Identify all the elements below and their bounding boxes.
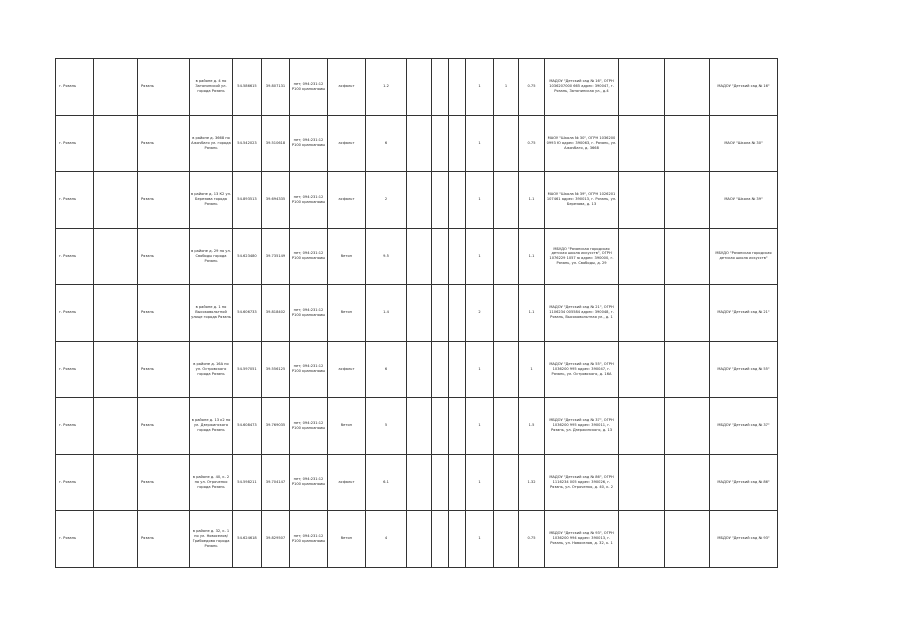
table-cell-cadastral: нет; 094:231:12 Р100 кранканоиы bbox=[290, 511, 328, 568]
table-cell-c12: 1 bbox=[466, 341, 494, 398]
table-cell-surface: асфальт bbox=[328, 341, 366, 398]
table-cell-owner: МБУДО "Рязанская городская детская школа искусств", ОГРН 1076229 1057 ю адрес: 390000, г. Рязань, ул. Свободы, д. 29 bbox=[545, 228, 619, 285]
table-cell-surface: асфальт bbox=[328, 115, 366, 172]
table-cell-source: МБДОУ "Детский сад № 37" bbox=[710, 398, 778, 455]
table-cell-district: Рязань bbox=[138, 59, 190, 116]
table-cell-c17 bbox=[665, 454, 710, 511]
table-cell-owner: МАДОУ "Детский сад № 16", ОГРН 1036207000 665 адрес: 390047, г. Рязань, Затонинская ул., д.4 bbox=[545, 59, 619, 116]
table-cell-settlement: г. Рязань bbox=[56, 59, 94, 116]
table-cell-lat: 54.597051 bbox=[233, 341, 262, 398]
table-cell-settlement: г. Рязань bbox=[56, 341, 94, 398]
table-cell-c9 bbox=[407, 511, 432, 568]
table-cell-lat: 54.606733 bbox=[233, 285, 262, 342]
table-cell-c12: 1 bbox=[466, 59, 494, 116]
table-cell-c13: 1 bbox=[494, 59, 519, 116]
table-cell-c17 bbox=[665, 398, 710, 455]
table-cell-source: МБУДО "Рязанская городская детская школа искусств" bbox=[710, 228, 778, 285]
table-cell-district: Рязань bbox=[138, 398, 190, 455]
table-cell-c11 bbox=[449, 454, 466, 511]
table-cell-empty bbox=[94, 454, 138, 511]
table-cell-owner: МАОУ "Школа № 39", ОГРН 1026201 107461 адрес: 390013, г. Рязань, ул. Березова, д. 13 bbox=[545, 172, 619, 229]
table-cell-empty bbox=[94, 172, 138, 229]
table-cell-c17 bbox=[665, 115, 710, 172]
table-cell-lat: 54.623480 bbox=[233, 228, 262, 285]
table-cell-settlement: г. Рязань bbox=[56, 285, 94, 342]
table-cell-owner: МАОУ "Школа № 30", ОГРН 1036200 0993 Ю адрес: 390063, г. Рязань, ул. Ажачбаго, д. 3668 bbox=[545, 115, 619, 172]
table-cell-cadastral: нет; 094:231:12 Р100 кранканоиы bbox=[290, 115, 328, 172]
table-cell-cadastral: нет; 094:231:12 Р100 кранканоиы bbox=[290, 59, 328, 116]
table-cell-lat: 54.893513 bbox=[233, 172, 262, 229]
table-cell-c16 bbox=[619, 59, 665, 116]
table-cell-c9 bbox=[407, 285, 432, 342]
table-cell-c11 bbox=[449, 59, 466, 116]
table-cell-lat: 54.608473 bbox=[233, 398, 262, 455]
table-cell-c9 bbox=[407, 454, 432, 511]
table-cell-lat: 54.624618 bbox=[233, 511, 262, 568]
table-cell-c13 bbox=[494, 511, 519, 568]
table-cell-lon: 39.829507 bbox=[262, 511, 290, 568]
table-cell-c16 bbox=[619, 228, 665, 285]
table-cell-source: МАОУ "Школа № 30" bbox=[710, 115, 778, 172]
table-cell-lon: 39.735149 bbox=[262, 228, 290, 285]
table-row bbox=[56, 454, 778, 511]
table-cell-area: 6.1 bbox=[366, 454, 407, 511]
table-cell-surface: бетон bbox=[328, 398, 366, 455]
table-row bbox=[56, 398, 778, 455]
table-cell-surface: бетон bbox=[328, 511, 366, 568]
table-cell-surface: асфальт bbox=[328, 454, 366, 511]
table-cell-source: МАДОУ "Детский сад № 16" bbox=[710, 59, 778, 116]
table-cell-surface: бетон bbox=[328, 285, 366, 342]
table-cell-lat: 54.598211 bbox=[233, 454, 262, 511]
table-cell-empty bbox=[94, 115, 138, 172]
table-cell-area: 1.2 bbox=[366, 59, 407, 116]
table-row bbox=[56, 511, 778, 568]
table-cell-area: 6 bbox=[366, 115, 407, 172]
table-cell-c12: 1 bbox=[466, 511, 494, 568]
table-cell-c11 bbox=[449, 285, 466, 342]
table-cell-c13 bbox=[494, 454, 519, 511]
table-cell-c10 bbox=[432, 59, 449, 116]
table-cell-district: Рязань bbox=[138, 511, 190, 568]
table-cell-c12: 1 bbox=[466, 454, 494, 511]
table-cell-volume: 1 bbox=[519, 341, 545, 398]
table-cell-c16 bbox=[619, 341, 665, 398]
table-cell-c12: 1 bbox=[466, 228, 494, 285]
table-cell-c9 bbox=[407, 398, 432, 455]
table-cell-owner: МАДОУ "Детский сад № 21", ОГРН 1106234 005584 адрес: 390048, г. Рязань, Высоковольтная ул., д. 1 bbox=[545, 285, 619, 342]
table-cell-c13 bbox=[494, 172, 519, 229]
table-cell-area: 4 bbox=[366, 511, 407, 568]
table-cell-c16 bbox=[619, 172, 665, 229]
table-cell-cadastral: нет; 094:231:12 Р100 кранканоиы bbox=[290, 341, 328, 398]
table-cell-area: 9.5 bbox=[366, 228, 407, 285]
table-cell-location: в районе д. 32, к. 1 по ул. Новоселов/Грибоедова города Рязань bbox=[190, 511, 233, 568]
table-cell-volume: 1.32 bbox=[519, 454, 545, 511]
table-cell-c17 bbox=[665, 511, 710, 568]
table-cell-area: 1.4 bbox=[366, 285, 407, 342]
registry-table bbox=[55, 58, 778, 568]
table-cell-owner: МАДОУ "Детский сад № 86", ОГРН 1116234 005 адрес: 390026, г. Рязань, ул. Отроченко, д. 40, к. 2 bbox=[545, 454, 619, 511]
table-cell-c17 bbox=[665, 228, 710, 285]
table-cell-empty bbox=[94, 341, 138, 398]
table-cell-c13 bbox=[494, 228, 519, 285]
table-cell-district: Рязань bbox=[138, 228, 190, 285]
table-cell-location: в районе д. 40, к. 2 по ул. Отроченко города Рязань bbox=[190, 454, 233, 511]
table-cell-cadastral: нет; 094:231:12 Р100 кранканоиы bbox=[290, 285, 328, 342]
table-cell-owner: МБДОУ "Детский сад № 93", ОГРН 1036200 994 адрес: 390013, г. Рязань, ул. Новоселов, д. 32, к. 1 bbox=[545, 511, 619, 568]
table-cell-c10 bbox=[432, 398, 449, 455]
table-cell-lon: 39.556125 bbox=[262, 341, 290, 398]
table-cell-c12: 2 bbox=[466, 285, 494, 342]
table-cell-lon: 39.694335 bbox=[262, 172, 290, 229]
table-cell-c12: 1 bbox=[466, 115, 494, 172]
table-cell-c10 bbox=[432, 511, 449, 568]
table-cell-surface: асфальт bbox=[328, 172, 366, 229]
table-cell-c11 bbox=[449, 511, 466, 568]
table-cell-settlement: г. Рязань bbox=[56, 115, 94, 172]
table-cell-c10 bbox=[432, 341, 449, 398]
table-cell-district: Рязань bbox=[138, 341, 190, 398]
table-cell-cadastral: нет; 094:231:12 Р100 кранканоиы bbox=[290, 228, 328, 285]
table-cell-volume: 0.75 bbox=[519, 511, 545, 568]
table-cell-c11 bbox=[449, 172, 466, 229]
table-cell-volume: 1.1 bbox=[519, 228, 545, 285]
table-cell-c16 bbox=[619, 454, 665, 511]
table-cell-source: МАДОУ "Детский сад № 55" bbox=[710, 341, 778, 398]
table-cell-c16 bbox=[619, 285, 665, 342]
table-cell-location: в районе д. 3668 по Ажачбаго ул. города Рязань bbox=[190, 115, 233, 172]
table-cell-c16 bbox=[619, 511, 665, 568]
table-cell-c11 bbox=[449, 341, 466, 398]
table-cell-area: 2 bbox=[366, 172, 407, 229]
table-cell-lat: 54.586615 bbox=[233, 59, 262, 116]
table-cell-c17 bbox=[665, 341, 710, 398]
table-cell-settlement: г. Рязань bbox=[56, 228, 94, 285]
table-cell-c16 bbox=[619, 115, 665, 172]
table-cell-empty bbox=[94, 398, 138, 455]
table-cell-lon: 39.818402 bbox=[262, 285, 290, 342]
table-cell-source: МАДОУ "Детский сад № 86" bbox=[710, 454, 778, 511]
table-cell-c17 bbox=[665, 172, 710, 229]
table-cell-settlement: г. Рязань bbox=[56, 172, 94, 229]
table-cell-c16 bbox=[619, 398, 665, 455]
table-cell-c13 bbox=[494, 285, 519, 342]
table-cell-lon: 39.769035 bbox=[262, 398, 290, 455]
table-cell-cadastral: нет; 094:231:12 Р100 кранканоиы bbox=[290, 398, 328, 455]
table-cell-c11 bbox=[449, 398, 466, 455]
table-cell-volume: 0.75 bbox=[519, 115, 545, 172]
table-cell-c10 bbox=[432, 454, 449, 511]
table-cell-c13 bbox=[494, 341, 519, 398]
table-cell-location: в районе д. 1 по Высоковольтной улице города Рязань bbox=[190, 285, 233, 342]
table-row bbox=[56, 172, 778, 229]
table-cell-lon: 39.510618 bbox=[262, 115, 290, 172]
table-cell-settlement: г. Рязань bbox=[56, 454, 94, 511]
table-cell-location: в районе д. 16А по ул. Островского города Рязань bbox=[190, 341, 233, 398]
table-cell-settlement: г. Рязань bbox=[56, 398, 94, 455]
table-row bbox=[56, 228, 778, 285]
table-cell-owner: МАДОУ "Детский сад № 55", ОГРН 1036200 995 адрес: 390047, г. Рязань, ул. Островского, д. 16А bbox=[545, 341, 619, 398]
table-cell-c11 bbox=[449, 115, 466, 172]
table-cell-location: в районе д. 13 К2 ул. Березова города Рязань bbox=[190, 172, 233, 229]
table-cell-source: МАОУ "Школа № 39" bbox=[710, 172, 778, 229]
table-cell-c13 bbox=[494, 398, 519, 455]
table-cell-c9 bbox=[407, 341, 432, 398]
table-cell-c13 bbox=[494, 115, 519, 172]
table-cell-c12: 1 bbox=[466, 398, 494, 455]
table-cell-volume: 1.1 bbox=[519, 285, 545, 342]
table-cell-location: в районе д. 4 по Затонинской ул. города Рязань bbox=[190, 59, 233, 116]
table-cell-volume: 1.1 bbox=[519, 172, 545, 229]
table-cell-c11 bbox=[449, 228, 466, 285]
table-cell-district: Рязань bbox=[138, 454, 190, 511]
table-cell-district: Рязань bbox=[138, 285, 190, 342]
table-cell-c10 bbox=[432, 115, 449, 172]
table-cell-location: в районе д. 29 по ул. Свободы города Рязань bbox=[190, 228, 233, 285]
table-row bbox=[56, 115, 778, 172]
table-cell-area: 5 bbox=[366, 398, 407, 455]
table-cell-c12: 1 bbox=[466, 172, 494, 229]
table-cell-volume: 0.75 bbox=[519, 59, 545, 116]
table-cell-c17 bbox=[665, 59, 710, 116]
table-cell-c10 bbox=[432, 228, 449, 285]
table-row bbox=[56, 341, 778, 398]
table-cell-empty bbox=[94, 59, 138, 116]
table-cell-location: в районе д. 13 к2 по ул. Дзержинского города Рязань bbox=[190, 398, 233, 455]
table-cell-cadastral: нет; 094:231:12 Р100 кранканоиы bbox=[290, 172, 328, 229]
table-cell-lat: 54.542023 bbox=[233, 115, 262, 172]
table-cell-owner: МБДОУ "Детский сад № 37", ОГРН 1036200 995 адрес: 390011, г. Рязань, ул. Дзержинского, д. 13 bbox=[545, 398, 619, 455]
table-cell-source: МАДОУ "Детский сад № 21" bbox=[710, 285, 778, 342]
table-cell-empty bbox=[94, 285, 138, 342]
table-cell-empty bbox=[94, 511, 138, 568]
table-cell-surface: асфальт bbox=[328, 59, 366, 116]
table-cell-source: МБДОУ "Детский сад № 93" bbox=[710, 511, 778, 568]
table-cell-area: 6 bbox=[366, 341, 407, 398]
table-cell-c10 bbox=[432, 285, 449, 342]
table-cell-lon: 39.807131 bbox=[262, 59, 290, 116]
table-cell-c9 bbox=[407, 172, 432, 229]
table-cell-lon: 39.704147 bbox=[262, 454, 290, 511]
table-cell-c17 bbox=[665, 285, 710, 342]
table-cell-c9 bbox=[407, 115, 432, 172]
table-cell-c10 bbox=[432, 172, 449, 229]
table-row bbox=[56, 285, 778, 342]
table-cell-empty bbox=[94, 228, 138, 285]
table-cell-district: Рязань bbox=[138, 172, 190, 229]
table-cell-c9 bbox=[407, 228, 432, 285]
table-cell-district: Рязань bbox=[138, 115, 190, 172]
table-cell-settlement: г. Рязань bbox=[56, 511, 94, 568]
table-cell-surface: бетон bbox=[328, 228, 366, 285]
table-cell-cadastral: нет; 094:231:12 Р100 кранканоиы bbox=[290, 454, 328, 511]
table-cell-c9 bbox=[407, 59, 432, 116]
table-cell-volume: 1.5 bbox=[519, 398, 545, 455]
table-row bbox=[56, 59, 778, 116]
